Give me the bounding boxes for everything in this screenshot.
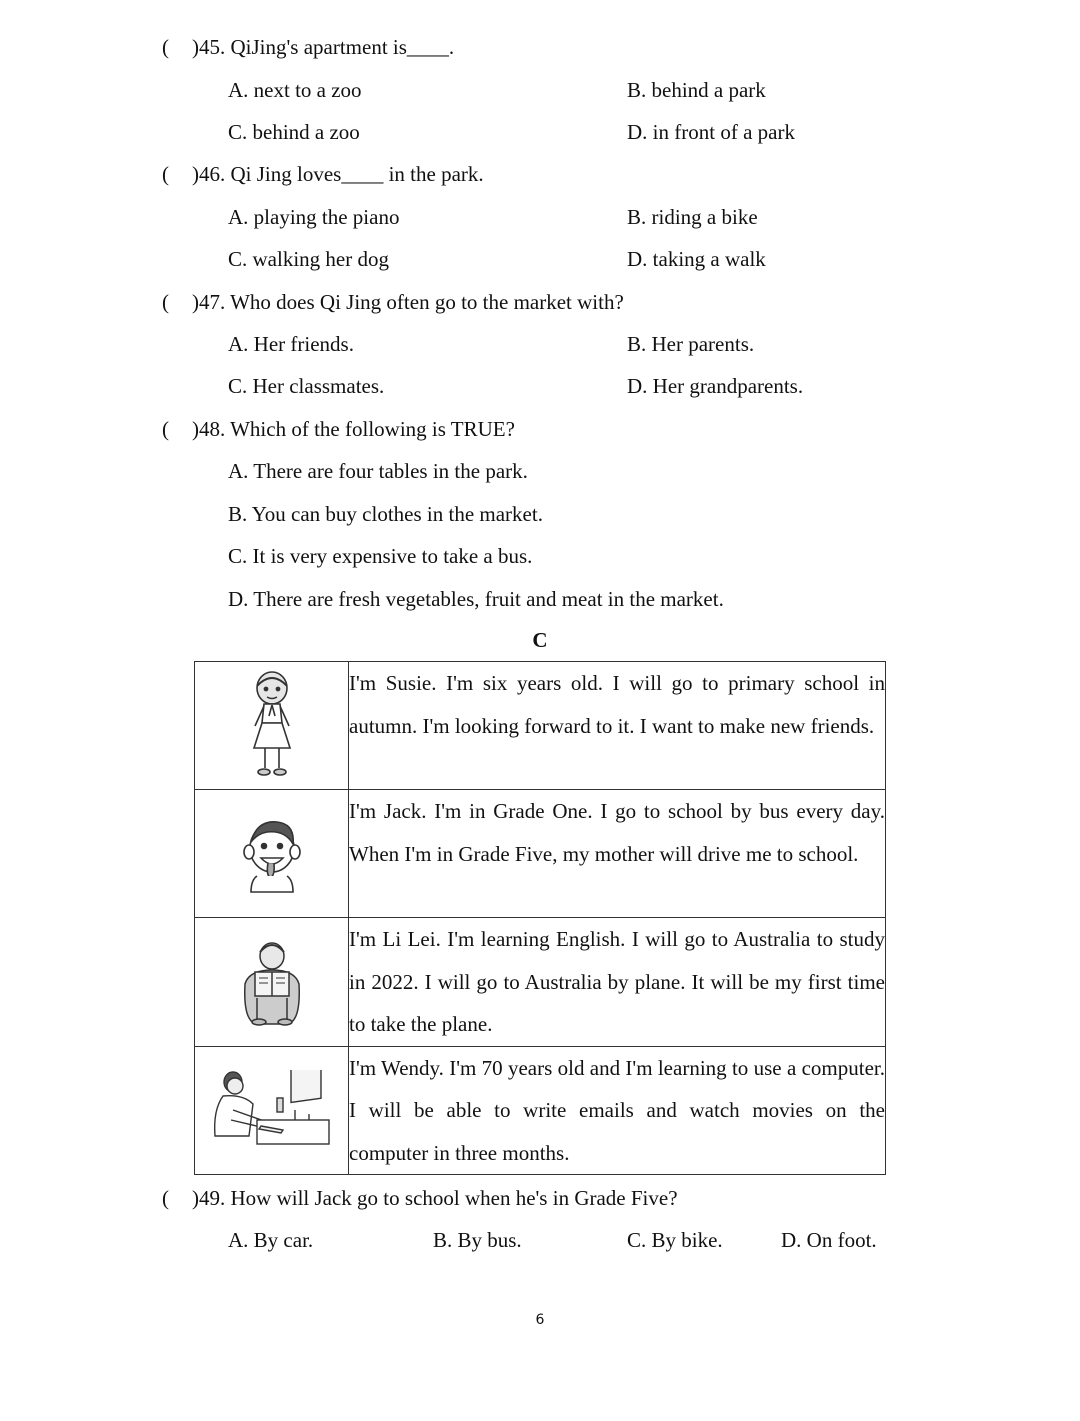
option-b: B. riding a bike <box>627 205 758 229</box>
option-d: D. Her grandparents. <box>627 374 804 398</box>
answer-bracket[interactable]: ( <box>162 1186 169 1210</box>
passage-text: I'm Wendy. I'm 70 years old and I'm learning to use a computer. I will be able to write emails and watch movies on the computer in three months. <box>349 1046 886 1175</box>
picture-cell <box>195 918 349 1047</box>
boy-icon <box>237 814 307 894</box>
answer-bracket[interactable]: ( <box>162 162 169 186</box>
option-b: B. By bus. <box>433 1228 522 1252</box>
option-c: C. walking her dog <box>228 247 389 271</box>
option-c: C. Her classmates. <box>228 374 385 398</box>
option-a: A. By car. <box>228 1228 314 1252</box>
question-text: )47. Who does Qi Jing often go to the market with? <box>192 290 624 314</box>
question-text: )49. How will Jack go to school when he's in Grade Five? <box>192 1186 678 1210</box>
option-d: D. in front of a park <box>627 120 795 144</box>
option-a: A. playing the piano <box>228 205 400 229</box>
girl-icon <box>237 668 307 783</box>
option-a: A. Her friends. <box>228 332 354 356</box>
option-b: B. You can buy clothes in the market. <box>228 502 543 526</box>
answer-bracket[interactable]: ( <box>162 35 169 59</box>
computer-lady-icon <box>209 1070 334 1150</box>
passage-text: I'm Susie. I'm six years old. I will go to primary school in autumn. I'm looking forward to it. I want to make new friends. <box>349 662 886 790</box>
question-text: )46. Qi Jing loves____ in the park. <box>192 162 484 186</box>
picture-cell <box>195 790 349 918</box>
table-row <box>195 790 886 918</box>
reading-boy-icon <box>237 934 307 1029</box>
table-row <box>195 662 886 790</box>
question-text: )45. QiJing's apartment is____. <box>192 35 455 59</box>
option-c: C. behind a zoo <box>228 120 360 144</box>
option-c: C. It is very expensive to take a bus. <box>228 544 533 568</box>
passage-text: I'm Jack. I'm in Grade One. I go to school by bus every day. When I'm in Grade Five, my mother will drive me to school. <box>349 790 886 918</box>
option-d: D. taking a walk <box>627 247 766 271</box>
option-b: B. behind a park <box>627 78 766 102</box>
answer-bracket[interactable]: ( <box>162 417 169 441</box>
answer-bracket[interactable]: ( <box>162 290 169 314</box>
option-c: C. By bike. <box>627 1228 723 1252</box>
picture-cell <box>195 1046 349 1175</box>
passage-table <box>194 661 886 1175</box>
option-a: A. next to a zoo <box>228 78 362 102</box>
table-row <box>195 918 886 1047</box>
picture-cell <box>195 662 349 790</box>
option-d: D. There are fresh vegetables, fruit and meat in the market. <box>228 587 724 611</box>
option-d: D. On foot. <box>781 1228 877 1252</box>
passage-text: I'm Li Lei. I'm learning English. I will go to Australia to study in 2022. I will go to Australia by plane. It will be my first time to take the plane. <box>349 918 886 1047</box>
option-a: A. There are four tables in the park. <box>228 459 528 483</box>
table-row <box>195 1046 886 1175</box>
question-text: )48. Which of the following is TRUE? <box>192 417 515 441</box>
option-b: B. Her parents. <box>627 332 755 356</box>
section-label: C <box>532 628 548 652</box>
page-number: 6 <box>535 1312 545 1328</box>
